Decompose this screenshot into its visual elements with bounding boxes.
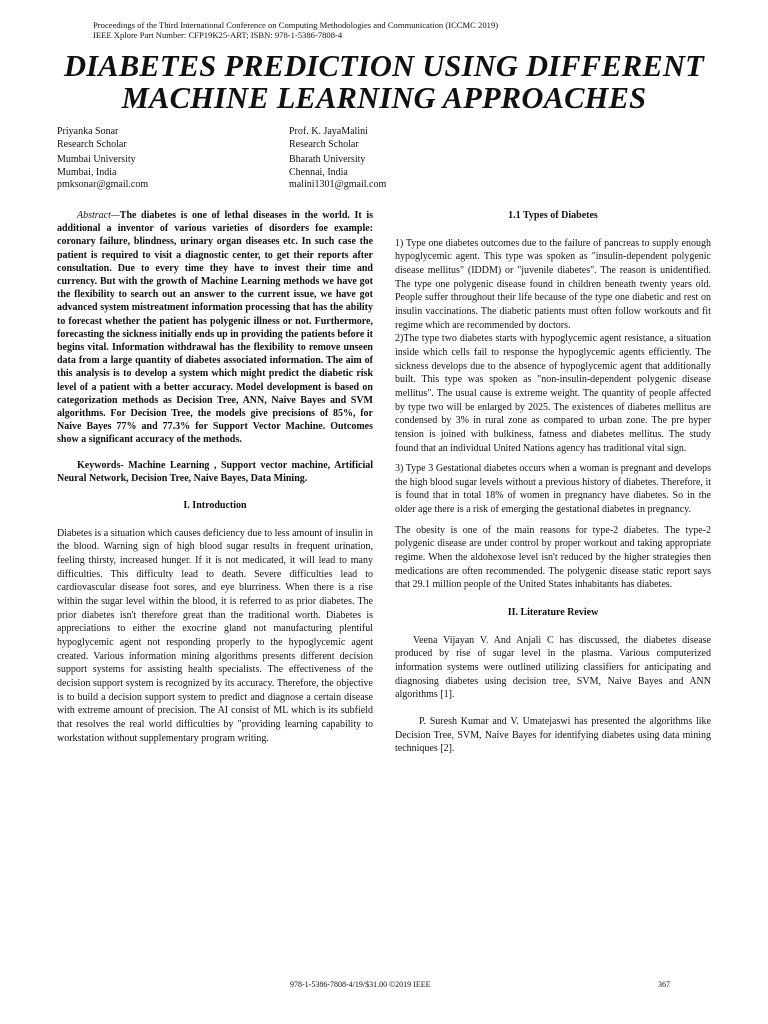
keywords: Keywords- Machine Learning , Support vector machine, Artificial Neural Network, Decision Tree, Naive Bayes, Data Mining. bbox=[57, 459, 373, 484]
types-paragraph-4: The obesity is one of the main reasons for type-2 diabetes. The type-2 polygenic disease are under control by proper workout and taking appropriate regime. When the aldohexose level isn't reduced by the higher strategies then medications are often recommended. The polygenic disease static report says that 29.1 million people of the United States inhabitants has diabetes. bbox=[395, 524, 711, 591]
literature-paragraph-1: Veena Vijayan V. And Anjali C has discussed, the diabetes disease produced by rise of sugar level in the plasma. Various computerized information systems were outlined utilizing classifiers for anticipating and diagnosing diabetes using decision tree, SVM, Naive Bayes and ANN algorithms [1]. bbox=[395, 634, 711, 701]
left-column bbox=[57, 209, 373, 745]
author-email: pmksonar@gmail.com bbox=[57, 179, 149, 190]
title-line-1: DIABETES PREDICTION USING DIFFERENT bbox=[63, 49, 705, 83]
author-email: malini1301@gmail.com bbox=[289, 179, 387, 190]
footer-copyright: 978-1-5386-7808-4/19/$31.00 ©2019 IEEE bbox=[290, 980, 431, 989]
literature-paragraph-2: P. Suresh Kumar and V. Umatejaswi has presented the algorithms like Decision Tree, SVM, Naive Bayes for identifying diabetes using data mining techniques [2]. bbox=[395, 716, 711, 755]
introduction-paragraph: Diabetes is a situation which causes deficiency due to less amount of insulin in the blood. Warning sign of high blood sugar results in frequent urination, feeling thirsty, increased hunger. If it is not medicated, it will lead to many difficulties. This difficulty lead to death. Severe difficulties lead to cardiovascular disease foot sores, and eye blurriness. When there is a rise within the sugar level within the blood, it is referred to as prior diabetes. The prior diabetes isn't therefore great than the traditional worth. Diabetes is appreciations to either the exocrine gland not manufacturing plentiful hypoglycemic agent not responding properly to the hypoglycemic agent created. Various information mining algorithms presents different decision support systems for assisting health specialists. The effectiveness of the decision support system is recognized by its accuracy. Therefore, the objective is to build a decision support system to predict and diagnose a certain disease with extreme amount of precision. The AI consist of ML which is its subfield that resolves the real world difficulties by "providing learning capability to workstation without supplementary program writing. bbox=[57, 527, 373, 744]
section-heading-introduction: I. Introduction bbox=[183, 500, 247, 512]
conference-header bbox=[93, 20, 498, 40]
author-affiliation: Mumbai University bbox=[57, 154, 136, 165]
title-line-2: MACHINE LEARNING APPROACHES bbox=[121, 81, 647, 115]
abstract-lead: Abstract— bbox=[77, 210, 120, 221]
author-name: Priyanka Sonar bbox=[57, 126, 119, 137]
right-column bbox=[395, 209, 711, 756]
author-name: Prof. K. JayaMalini bbox=[289, 126, 368, 137]
types-paragraph-2: 2)The type two diabetes starts with hypoglycemic agent resistance, a situation inside which cells fail to response the hypoglycemic agents efficiently. The sickness develops due to the absence of hypoglycemic agent that additionally built. This type was spoken as "non-insulin-dependent polygenic disease mellitus". The usual cause is extreme weight. The quantity of people affected by type two will be enlarged by 2025. The existences of diabetes mellitus are condensed by 3% in rural zone as compared to urban zone. The pre hyper tension is joined with bulkiness, fatness and diabetes mellitus. The study found that an individual United Nations agency has traditional vital sign. bbox=[395, 333, 711, 454]
header-proceedings: Proceedings of the Third International Conference on Computing Methodologies and Communication (ICCMC 2019) bbox=[93, 20, 499, 30]
author-location: Chennai, India bbox=[289, 166, 348, 178]
author-affiliation: Bharath University bbox=[289, 154, 366, 165]
types-paragraph-1: 1) Type one diabetes outcomes due to the failure of pancreas to supply enough hypoglycemic agent. This type was spoken as "insulin-dependent polygenic disease mellitus" (IDDM) or "juvenile diabetes". The reason is unidentified. The type one polygenic disease found in children beneath twenty years old. People suffer throughout their life because of the type one diabetic and rest on insulin vaccinations. The diabetic patients must often follow workouts and fit regime which are recommended by doctors. bbox=[395, 237, 711, 331]
abstract bbox=[57, 209, 373, 447]
header-isbn: IEEE Xplore Part Number: CFP19K25-ART; ISBN: 978-1-5386-7808-4 bbox=[93, 30, 343, 40]
author-location: Mumbai, India bbox=[57, 166, 117, 178]
section-heading-literature: II. Literature Review bbox=[507, 607, 599, 619]
paper-title bbox=[0, 50, 768, 114]
author-block-1 bbox=[57, 126, 148, 192]
author-role: Research Scholar bbox=[57, 138, 127, 150]
types-paragraph-3: 3) Type 3 Gestational diabetes occurs when a woman is pregnant and develops the high blood sugar levels without a previous history of diabetes. Therefore, it is found that in total 18% of women in pregnancy have diabetes. So in the older age there is a risk of emerging the gestational diabetes in pregnancy. bbox=[395, 463, 711, 516]
author-role: Research Scholar bbox=[289, 138, 359, 150]
author-block-2 bbox=[289, 126, 386, 192]
section-heading-types: 1.1 Types of Diabetes bbox=[508, 210, 598, 221]
page-number: 367 bbox=[658, 980, 670, 989]
abstract-text: The diabetes is one of lethal diseases in the world. It is additional a inventor of various varieties of disorders foe example: coronary failure, blindness, urinary organ diseases etc. In such case the patient is required to visit a diagnostic center, to get their reports after consultation. Due to every time they have to invest their time and currency. But with the growth of Machine Learning methods we have got the flexibility to search out an answer to the current issue, we have got advanced system mistreatment information processing that has the ability to forecast whether the patient has polygenic illness or not. Furthermore, forecasting the sickness initially ends up in providing the patients before it begins vital. Information withdrawal has the flexibility to remove unseen data from a large quantity of diabetes associated information. The aim of this analysis is to develop a system which might predict the diabetic risk level of a patient with a better accuracy. Model development is based on categorization methods as Decision Tree, ANN, Naive Bayes and SVM algorithms. For Decision Tree, the models give precisions of 85%, for Naive Bayes 77% and 77.3% for Support Vector Machine. Outcomes show a significant accuracy of the methods. bbox=[57, 210, 373, 446]
